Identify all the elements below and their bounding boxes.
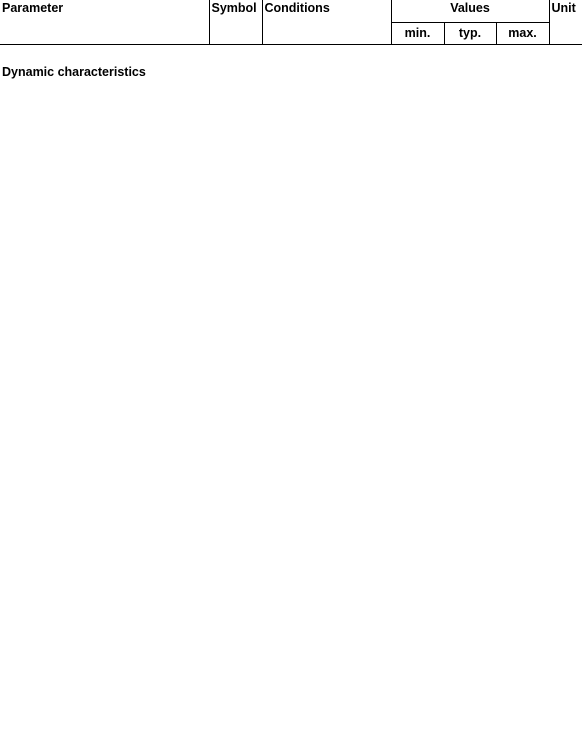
col-header-values: Values [391,0,549,22]
col-header-max: max. [496,22,549,44]
col-header-parameter: Parameter [2,1,64,15]
col-header-conditions: Conditions [262,0,391,44]
characteristics-table [0,0,582,84]
col-header-symbol: Symbol [209,0,262,44]
col-header-typ: typ. [444,22,496,44]
col-header-unit: Unit [549,0,582,44]
col-header-min: min. [391,22,444,44]
section-title-text: Dynamic characteristics [2,64,146,79]
section-title [0,45,582,84]
